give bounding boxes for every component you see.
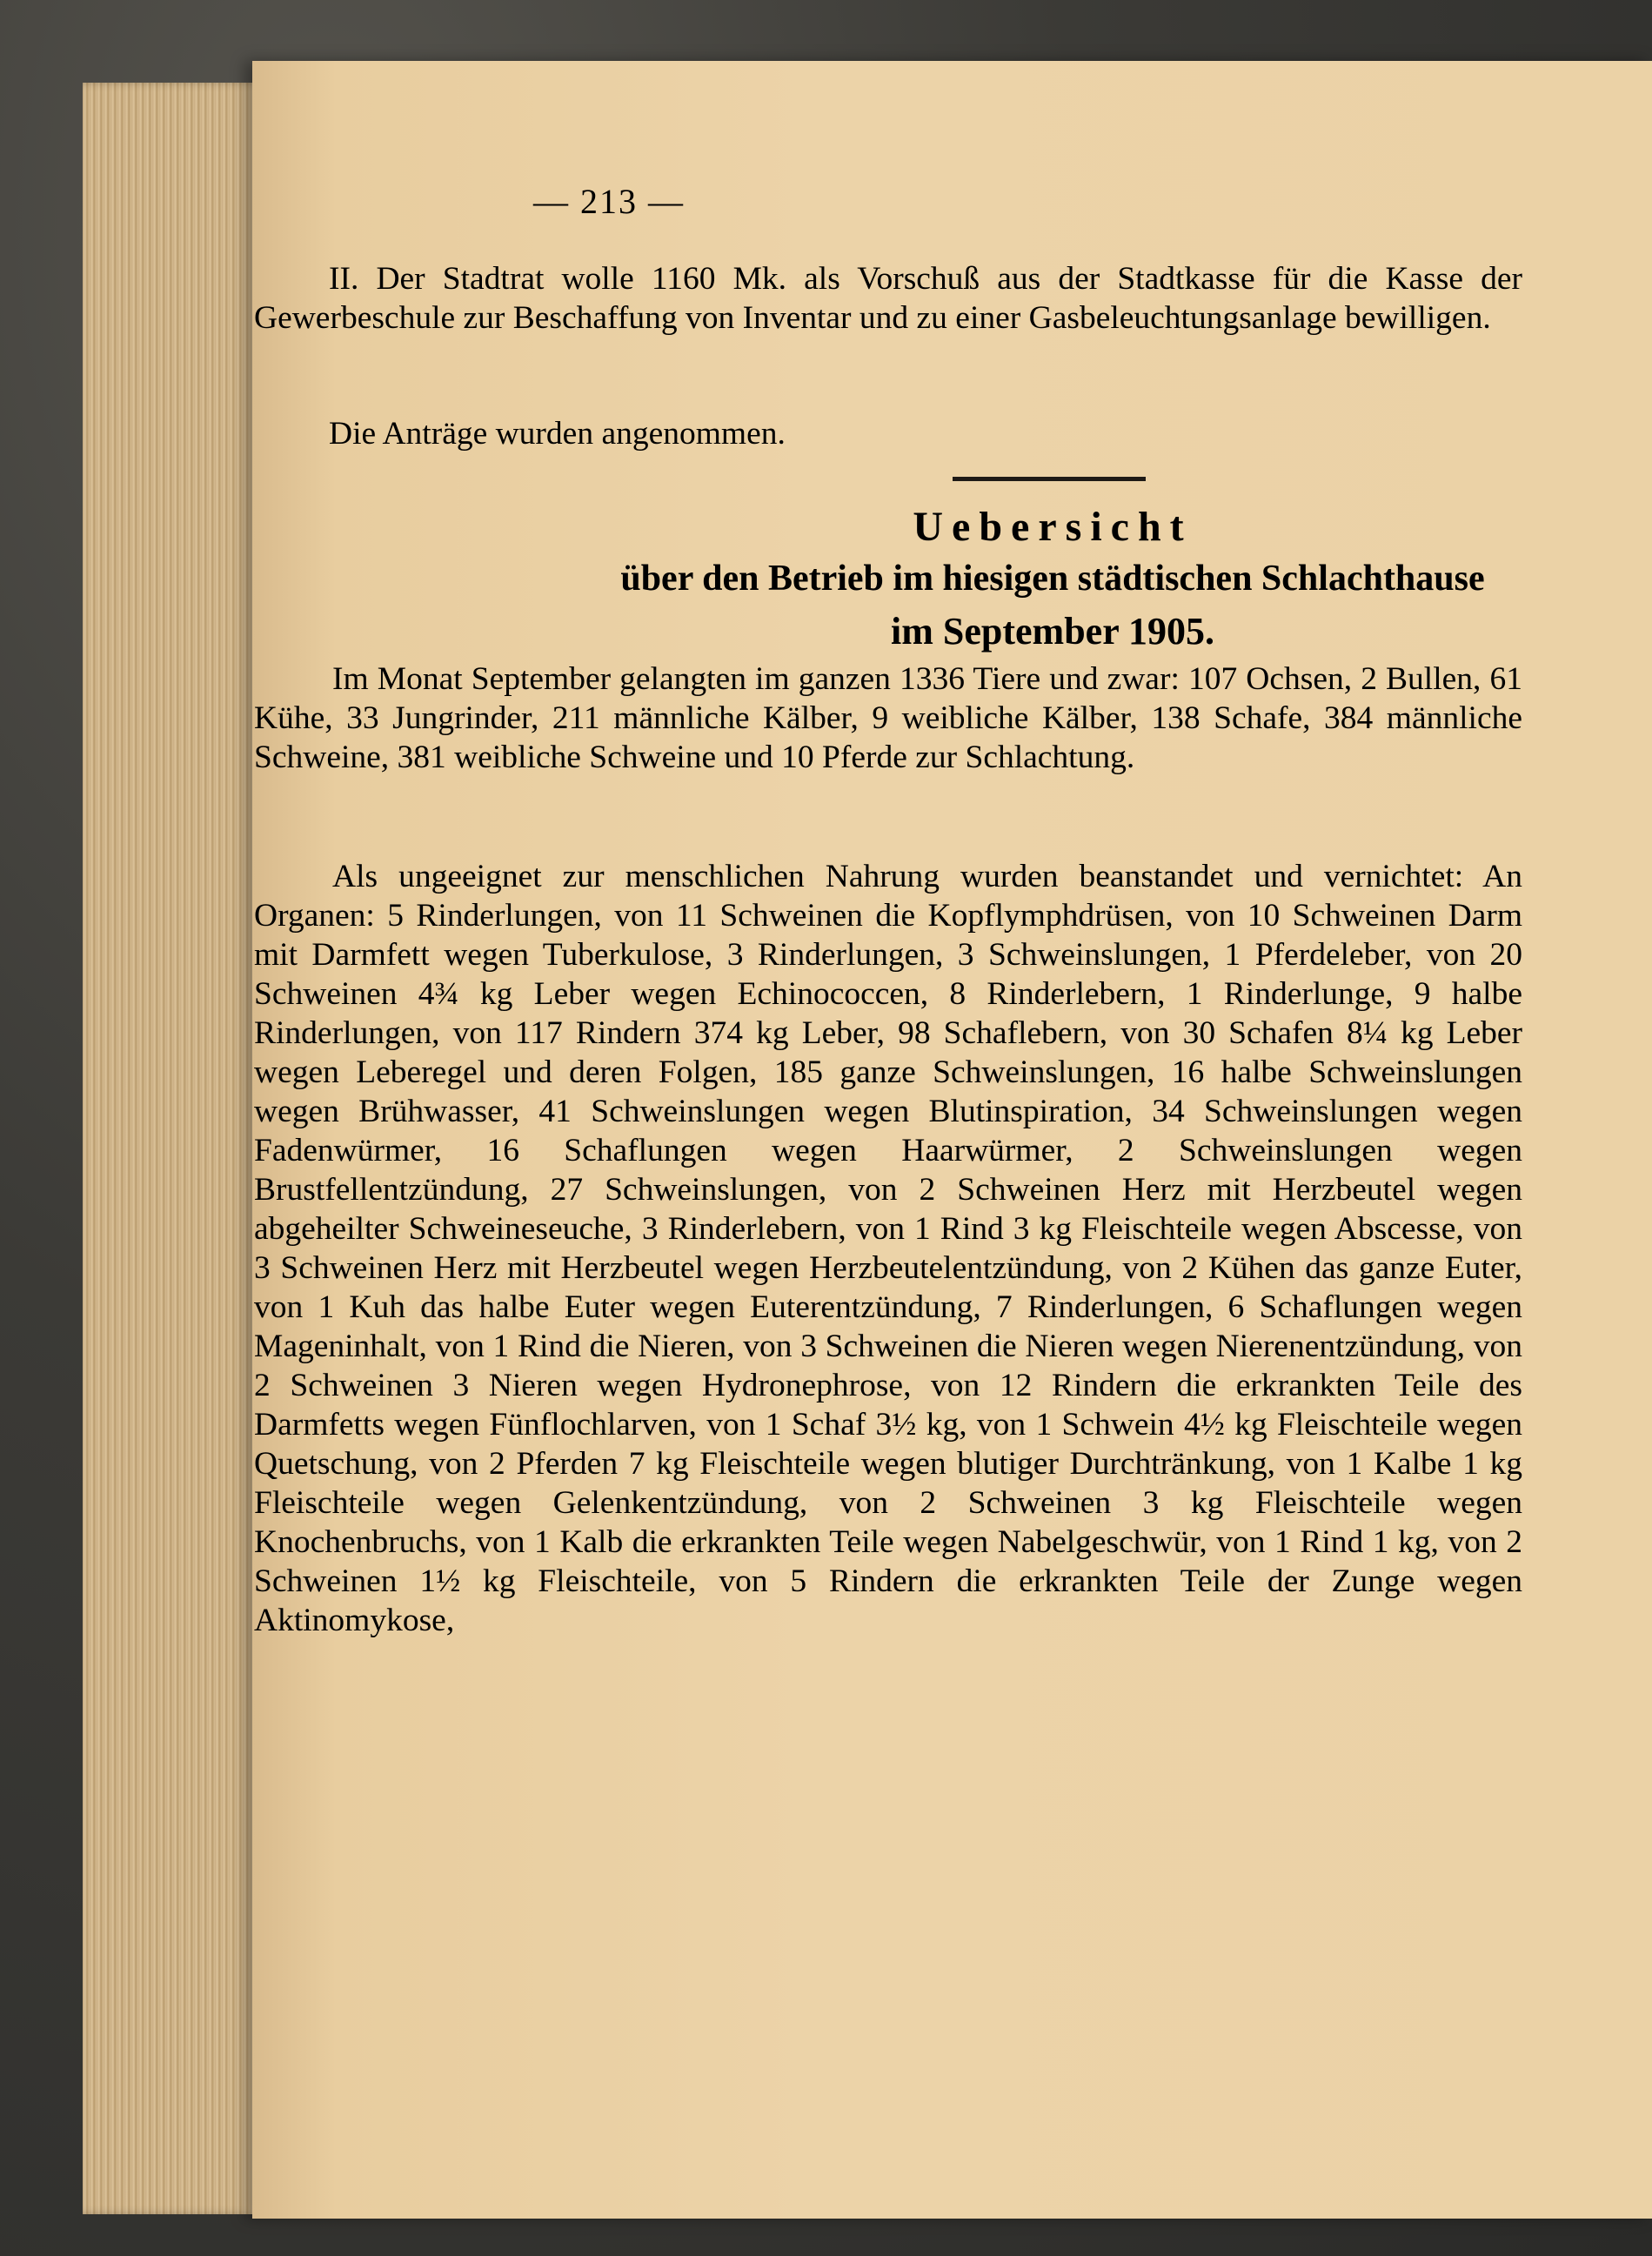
intro-paragraph-1: II. Der Stadtrat wolle 1160 Mk. als Vorschuß aus der Stadtkasse für die Kasse der Gewerbeschule zur Beschaffung von Inventar und zu einer Gasbeleuchtungsanlage bewilligen. — [254, 261, 1522, 336]
intro-paragraph-2: Die Anträge wurden angenommen. — [329, 416, 786, 452]
page-edges — [83, 83, 265, 2214]
report-subtitle-1: über den Betrieb im hiesigen städtischen Schlachthause — [620, 559, 1485, 599]
report-paragraph-2: Als ungeeignet zur menschlichen Nahrung wurden beanstandet und vernichtet: An Organen: 5 Rinderlungen, von 11 Schweinen die Kopflymphdrüsen, von 10 Schweinen Darm mit Darmfett wegen Tuberkulose, 3 Rinderlungen, 3 Schweinslungen, 1 Pferdeleber, von 20 Schweinen 4¾ kg Leber wegen Echinococcen, 8 Rinderlebern, 1 Rinderlunge, 9 halbe Rinderlungen, von 117 Rindern 374 kg Leber, 98 Schaflebern, von 30 Schafen 8¼ kg Leber wegen Leberegel und deren Folgen, 185 ganze Schweinslungen, 16 halbe Schweinslungen wegen Brühwasser, 41 Schweinslungen wegen Blutinspiration, 34 Schweinslungen wegen Fadenwürmer, 16 Schaflungen wegen Haarwürmer, 2 Schweinslungen wegen Brustfellentzündung, 27 Schweinslungen, von 2 Schweinen Herz mit Herzbeutel wegen abgeheilter Schweineseuche, 3 Rinderlebern, von 1 Rind 3 kg Fleischteile wegen Abscesse, von 3 Schweinen Herz mit Herzbeutel wegen Herzbeutelentzündung, von 2 Kühen das ganze Euter, von 1 Kuh das halbe Euter wegen Euterentzündung, 7 Rinderlungen, 6 Schaflungen wegen Mageninhalt, von 1 Rind die Nieren, von 3 Schweinen die Nieren wegen Nierenentzündung, von 2 Schweinen 3 Nieren wegen Hydronephrose, von 12 Rindern die erkrankten Teile des Darmfetts wegen Fünflochlarven, von 1 Schaf 3½ kg, von 1 Schwein 4½ kg Fleischteile wegen Quetschung, von 2 Pferden 7 kg Fleischteile wegen blutiger Durchtränkung, von 1 Kalbe 1 kg Fleischteile wegen Gelenkentzündung, von 2 Schweinen 3 kg Fleischteile wegen Knochenbruchs, von 1 Kalb die erkrankten Teile wegen Nabelgeschwür, von 1 Rind 1 kg, von 2 Schweinen 1½ kg Fleischteile, von 5 Rindern die erkrankten Teile der Zunge wegen Aktinomykose, — [254, 859, 1522, 1638]
section-divider — [953, 477, 1146, 481]
report-paragraph-1: Im Monat September gelangten im ganzen 1336 Tiere und zwar: 107 Ochsen, 2 Bullen, 61 Kühe, 33 Jungrinder, 211 männliche Kälber, 9 weibliche Kälber, 138 Schafe, 384 männliche Schweine, 381 weibliche Schweine und 10 Pferde zur Schlachtung. — [254, 661, 1522, 775]
report-subtitle-2: im September 1905. — [891, 610, 1214, 653]
page-number: — 213 — — [533, 182, 685, 221]
report-title: Uebersicht — [913, 504, 1193, 550]
